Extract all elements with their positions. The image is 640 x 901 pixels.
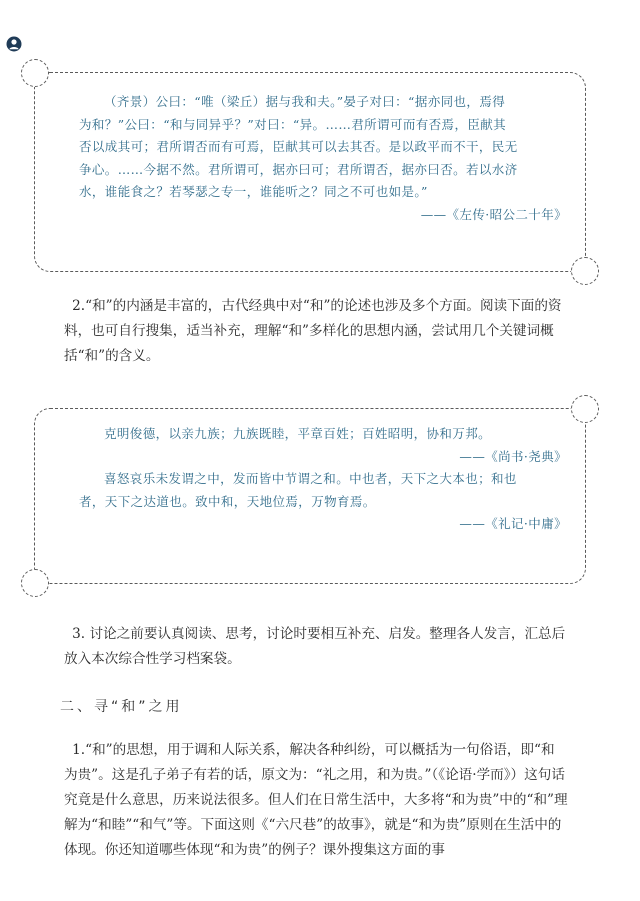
quote-line: （齐景）公曰：“唯（梁丘）据与我和夫。”晏子对曰：“据亦同也，焉得 (104, 94, 506, 109)
quote-source: ——《左传·昭公二十年》 (420, 206, 567, 222)
quote-source: ——《礼记·中庸》 (459, 516, 567, 531)
corner-notch (571, 257, 599, 285)
person-icon (6, 36, 22, 52)
quote-line: 克明俊德，以亲九族；九族既睦，平章百姓；百姓昭明，协和万邦。 (104, 426, 492, 441)
quote-box-classics (34, 408, 586, 584)
corner-notch (21, 59, 49, 87)
quote-box-zuozhuan (34, 72, 586, 272)
quote-line: 否以成其可；君所谓否而有可焉，臣献其可以去其否。是以政平而不干，民无 (79, 139, 518, 154)
quote-line: 争心。……今据不然。君所谓可，据亦曰可；君所谓否，据亦曰否。若以水济 (79, 161, 518, 177)
quote-line: 喜怒哀乐未发谓之中，发而皆中节谓之和。中也者，天下之大本也；和也 (104, 471, 517, 486)
quote-line: 者，天下之达道也。致中和，天地位焉，万物育焉。 (79, 493, 376, 509)
quote-source: ——《尚书·尧典》 (459, 448, 567, 464)
corner-notch (571, 395, 599, 423)
corner-notch (21, 569, 49, 597)
paragraph-4: 1.“和”的思想，用于调和人际关系，解决各种纠纷，可以概括为一句俗语，即“和为贵”。这是孔子弟子有若的话，原文为：“礼之用，和为贵。”（《论语·学而》）这句话究竟是什么意思，历来说法很多。但人们在日常生活中，大多将“和为贵”中的“和”理解为“和睦”“和气”等。下面这则《“六尺巷”的故事》，就是“和为贵”原则在生活中的体现。你还知道哪些体现“和为贵”的例子？课外搜集这方面的事 (64, 742, 568, 858)
paragraph-2: 2.“和”的内涵是丰富的，古代经典中对“和”的论述也涉及多个方面。阅读下面的资料，也可自行搜集，适当补充，理解“和”多样化的思想内涵，尝试用几个关键词概括“和”的含义。 (64, 298, 562, 364)
section-heading: 二、寻“和”之用 (60, 699, 183, 715)
paragraph-3: 3. 讨论之前要认真阅读、思考，讨论时要相互补充、启发。整理各人发言，汇总后放入本次综合性学习档案袋。 (64, 626, 566, 667)
quote-line: 水，谁能食之？若琴瑟之专一，谁能听之？同之不可也如是。” (79, 184, 428, 199)
quote-text-classics (79, 423, 569, 536)
quote-text-zuozhuan (79, 91, 569, 226)
quote-line: 为和？”公曰：“和与同异乎？”对曰：“异。……君所谓可而有否焉，臣献其 (79, 116, 507, 132)
